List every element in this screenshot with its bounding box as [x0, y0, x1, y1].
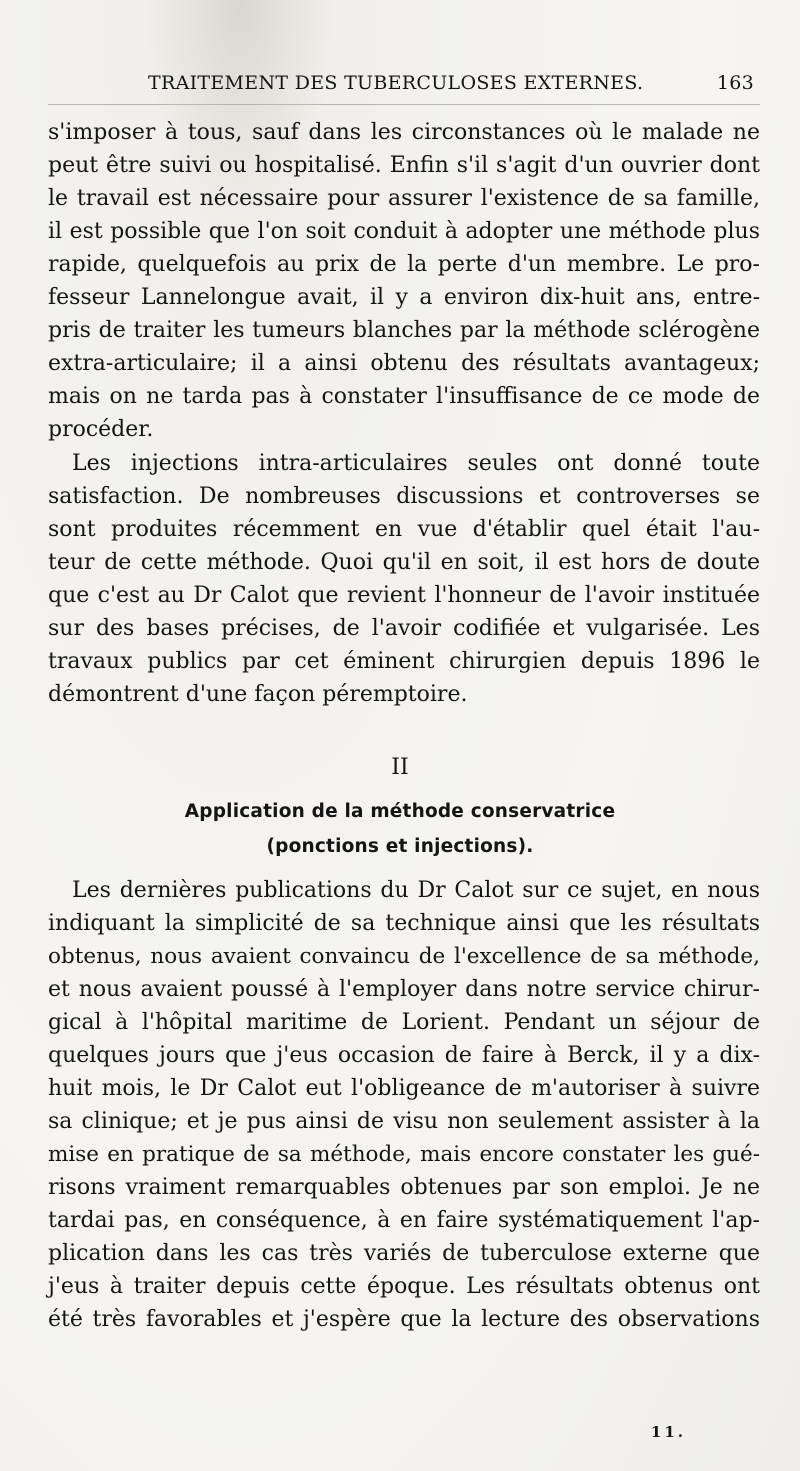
paragraph-1 [48, 116, 760, 446]
text-line: sont produites récemment en vue d'établir quel était l'au- [48, 517, 760, 542]
text-line: teur de cette méthode. Quoi qu'il en soit, il est hors de doute [48, 550, 760, 575]
text-line: démontrent d'une façon péremptoire. [48, 682, 468, 707]
text-line: rapide, quelquefois au prix de la perte d'un membre. Le pro- [48, 252, 760, 277]
text-line: j'eus à traiter depuis cette époque. Les résultats obtenus ont [48, 1274, 760, 1299]
text-line: mais on ne tarda pas à constater l'insuffisance de ce mode de [48, 384, 760, 409]
text-line: procéder. [48, 417, 154, 442]
text-line: que c'est au Dr Calot que revient l'honneur de l'avoir instituée [48, 583, 760, 608]
text-line: le travail est nécessaire pour assurer l'existence de sa famille, [48, 186, 760, 211]
text-line: été très favorables et j'espère que la lecture des observations [48, 1307, 760, 1332]
text-line: extra-articulaire; il a ainsi obtenu des résultats avantageux; [48, 351, 760, 376]
signature-mark: 11. [650, 1423, 686, 1441]
paragraph-3 [48, 874, 760, 1336]
text-line: peut être suivi ou hospitalisé. Enfin s'il s'agit d'un ouvrier dont [48, 153, 760, 178]
text-line: quelques jours que j'eus occasion de faire à Berck, il y a dix- [48, 1043, 760, 1068]
header-divider [48, 104, 760, 105]
text-line: mise en pratique de sa méthode, mais encore constater les gué- [48, 1142, 760, 1167]
text-line: s'imposer à tous, sauf dans les circonstances où le malade ne [48, 120, 760, 145]
text-line: gical à l'hôpital maritime de Lorient. Pendant un séjour de [48, 1010, 760, 1035]
text-line: satisfaction. De nombreuses discussions et controverses se [48, 484, 760, 509]
section-number: II [391, 755, 409, 780]
text-line: sa clinique; et je pus ainsi de visu non seulement assister à la [48, 1109, 760, 1134]
section-title: Application de la méthode conservatrice [184, 801, 616, 822]
text-line: travaux publics par cet éminent chirurgien depuis 1896 le [48, 649, 760, 674]
text-line: Les dernières publications du Dr Calot sur ce sujet, en nous [72, 878, 760, 903]
text-line: huit mois, le Dr Calot eut l'obligeance de m'autoriser à suivre [48, 1076, 760, 1101]
text-line: et nous avaient poussé à l'employer dans notre service chirur- [48, 977, 760, 1002]
text-line: fesseur Lannelongue avait, il y a environ dix-huit ans, entre- [48, 285, 760, 310]
text-line: plication dans les cas très variés de tuberculose externe que [48, 1241, 760, 1266]
text-line: il est possible que l'on soit conduit à adopter une méthode plus [48, 219, 760, 244]
text-line: risons vraiment remarquables obtenues par son emploi. Je ne [48, 1175, 760, 1200]
paragraph-2 [48, 447, 760, 711]
text-line: pris de traiter les tumeurs blanches par la méthode sclérogène [48, 318, 760, 343]
running-header [48, 72, 760, 102]
running-title: TRAITEMENT DES TUBERCULOSES EXTERNES. [148, 72, 644, 94]
section-subtitle: (ponctions et injections). [266, 836, 534, 857]
text-line: Les injections intra-articulaires seules ont donné toute [72, 451, 760, 476]
text-line: tardai pas, en conséquence, à en faire systématiquement l'ap- [48, 1208, 760, 1233]
text-line: sur des bases précises, de l'avoir codifiée et vulgarisée. Les [48, 616, 760, 641]
text-line: obtenus, nous avaient convaincu de l'excellence de sa méthode, [48, 944, 760, 969]
page-number: 163 [716, 72, 754, 94]
text-line: indiquant la simplicité de sa technique ainsi que les résultats [48, 911, 760, 936]
